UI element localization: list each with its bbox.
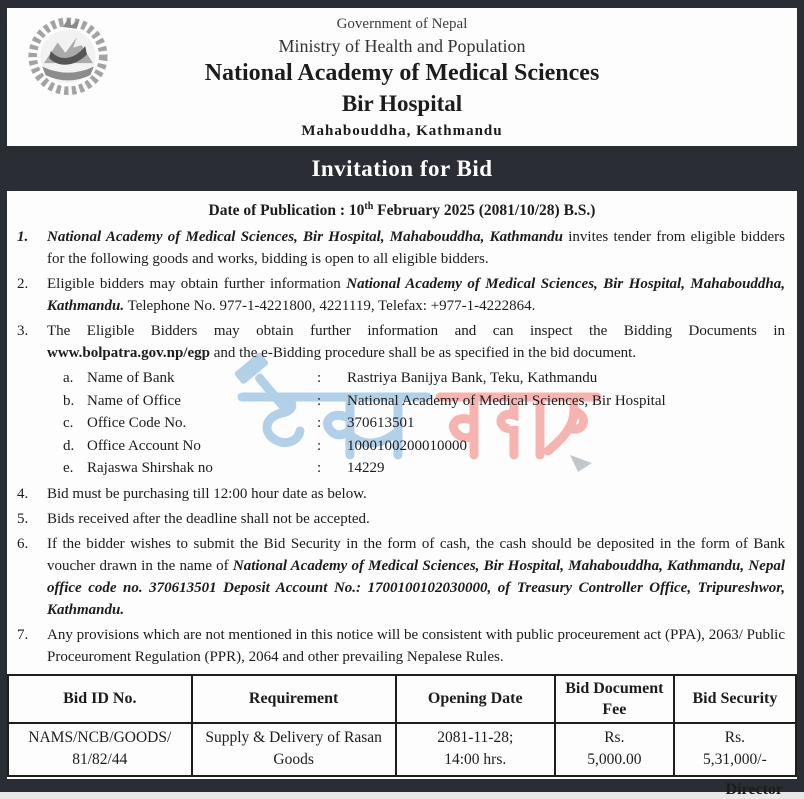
- detail-letter: a.: [63, 370, 74, 387]
- notice-item: [7, 508, 797, 530]
- detail-separator: :: [317, 392, 322, 409]
- detail-value: 1000100200010000: [347, 437, 467, 454]
- text-segment: www.bolpatra.gov.np/egp: [47, 345, 210, 362]
- detail-separator: :: [317, 415, 322, 432]
- detail-value: 370613501: [347, 415, 415, 432]
- item-number: 4.: [17, 485, 29, 502]
- bank-detail-row: [63, 390, 797, 413]
- detail-letter: c.: [63, 415, 74, 432]
- notice-title: Invitation for Bid: [311, 155, 493, 181]
- cell-line: 81/82/44: [72, 751, 128, 769]
- text-segment: February 2025 (2081/10/28) B.S.): [373, 202, 596, 220]
- notice-item: [7, 226, 797, 270]
- cell-line: 5,31,000/-: [703, 751, 767, 769]
- detail-letter: e.: [63, 460, 74, 477]
- ministry-line: Ministry of Health and Population: [278, 36, 526, 56]
- item-text: [47, 226, 785, 270]
- text-segment: National Academy of Medical Sciences, Bir Hospital, Mahabouddha, Kathmandu: [47, 229, 563, 246]
- text-segment: Eligible bidders may obtain further information: [47, 276, 347, 293]
- detail-letter: b.: [63, 392, 75, 409]
- item-number: 6.: [17, 535, 29, 552]
- notice-item: [7, 273, 797, 317]
- text-segment: Date of Publication : 10: [208, 202, 365, 220]
- cell-line: Rs.: [724, 729, 746, 747]
- title-band: [0, 150, 804, 187]
- nepal-government-emblem-icon: [25, 12, 111, 104]
- academy-name: National Academy of Medical Sciences: [204, 60, 600, 86]
- cell-line: 5,000.00: [587, 751, 642, 769]
- detail-value: Rastriya Banijya Bank, Teku, Kathmandu: [347, 370, 598, 387]
- hospital-name: Bir Hospital: [341, 91, 463, 116]
- text-segment: Any provisions which are not mentioned in this notice will be consistent with public proceurement act (PPA), 2063/ Public Proceuroment Regulation (PPR), 2064 and other prevailing Nepalese Rules.: [47, 626, 785, 665]
- item-number: 1.: [17, 229, 29, 246]
- bid-table: [7, 674, 797, 777]
- cell-line: NAMS/NCB/GOODS/: [28, 729, 172, 747]
- text-segment: National Academy of Medical Sciences, Bir Hospital, Mahabouddha, Kathmandu.: [47, 276, 785, 315]
- notice-list: [7, 226, 797, 668]
- detail-letter: d.: [63, 437, 75, 454]
- bank-detail-row: [63, 457, 797, 480]
- notice-item: [7, 533, 797, 621]
- table-cell: [555, 723, 674, 776]
- detail-label: Name of Office: [87, 392, 181, 409]
- item-text: [47, 273, 785, 317]
- text-segment: and the e-Bidding procedure shall be as specified in the bid document.: [209, 345, 637, 362]
- detail-separator: :: [317, 460, 322, 477]
- table-header-cell: Opening Date: [396, 675, 555, 723]
- item-text: [47, 483, 785, 505]
- item-text: [47, 624, 785, 668]
- table-header-cell: Bid Document Fee: [555, 675, 674, 723]
- detail-separator: :: [317, 437, 322, 454]
- item-number: 7.: [17, 626, 29, 643]
- item-text: [47, 508, 785, 530]
- notice-item: [7, 483, 797, 505]
- cell-line: 14:00 hrs.: [444, 751, 507, 769]
- table-cell: [396, 723, 555, 776]
- table-header-cell: Requirement: [192, 675, 396, 723]
- table-cell: [8, 723, 192, 776]
- signature-title: Director: [725, 780, 783, 798]
- bank-detail-row: [63, 435, 797, 458]
- text-segment: Bids received after the deadline shall not be accepted.: [47, 510, 370, 527]
- publication-date: [7, 197, 797, 221]
- text-segment: If the bidder wishes to submit the Bid Security in the form of cash, the cash should be deposited in the form of Bank voucher drawn in the name of: [47, 535, 785, 574]
- text-segment: th: [364, 201, 374, 212]
- table-cell: [674, 723, 796, 776]
- cell-line: Supply & Delivery of Rasan: [205, 729, 382, 747]
- text-segment: Telephone No. 977-1-4221800, 4221119, Telefax: +977-1-4222864.: [124, 298, 536, 315]
- detail-separator: :: [317, 370, 322, 387]
- text-segment: invites tender from eligible bidders for the following goods and works, bidding is open to all eligible bidders.: [47, 229, 785, 268]
- text-segment: Bid must be purchasing till 12:00 hour date as below.: [47, 485, 367, 502]
- cell-line: Rs.: [604, 729, 625, 747]
- detail-label: Name of Bank: [87, 370, 175, 387]
- item-number: 3.: [17, 323, 29, 340]
- detail-value: National Academy of Medical Sciences, Bir Hospital: [347, 392, 666, 409]
- detail-value: 14229: [347, 460, 385, 477]
- cell-line: 2081-11-28;: [437, 729, 514, 747]
- text-segment: National Academy of Medical Sciences, Bir Hospital, Mahabouddha, Kathmandu, Nepal office code no. 370613501 Deposit Account No.: 1700100102030000, of Treasury Controller Office, Tripureshwor, Kathmandu.: [47, 557, 785, 618]
- letterhead: [5, 6, 799, 148]
- notice-body: [5, 189, 799, 798]
- cell-line: Goods: [273, 751, 314, 769]
- item-text: [47, 533, 785, 621]
- item-number: 2.: [17, 276, 29, 293]
- detail-label: Rajaswa Shirshak no: [87, 460, 213, 477]
- bank-details: [63, 367, 797, 480]
- detail-label: Office Account No: [87, 437, 201, 454]
- item-text: [47, 320, 785, 364]
- government-line: Government of Nepal: [336, 16, 468, 32]
- bank-detail-row: [63, 367, 797, 390]
- text-segment: The Eligible Bidders may obtain further information and can inspect the Bidding Documents in: [47, 323, 785, 340]
- notice-item: [7, 320, 797, 364]
- notice-item: [7, 624, 797, 668]
- detail-label: Office Code No.: [87, 415, 187, 432]
- bid-table-header-row: [8, 675, 796, 723]
- bank-detail-row: [63, 412, 797, 435]
- table-row: [8, 723, 796, 776]
- table-header-cell: Bid Security: [674, 675, 796, 723]
- table-header-cell: Bid ID No.: [8, 675, 192, 723]
- item-number: 5.: [17, 510, 29, 527]
- table-cell: [192, 723, 396, 776]
- address-line: Mahabouddha, Kathmandu: [301, 123, 503, 139]
